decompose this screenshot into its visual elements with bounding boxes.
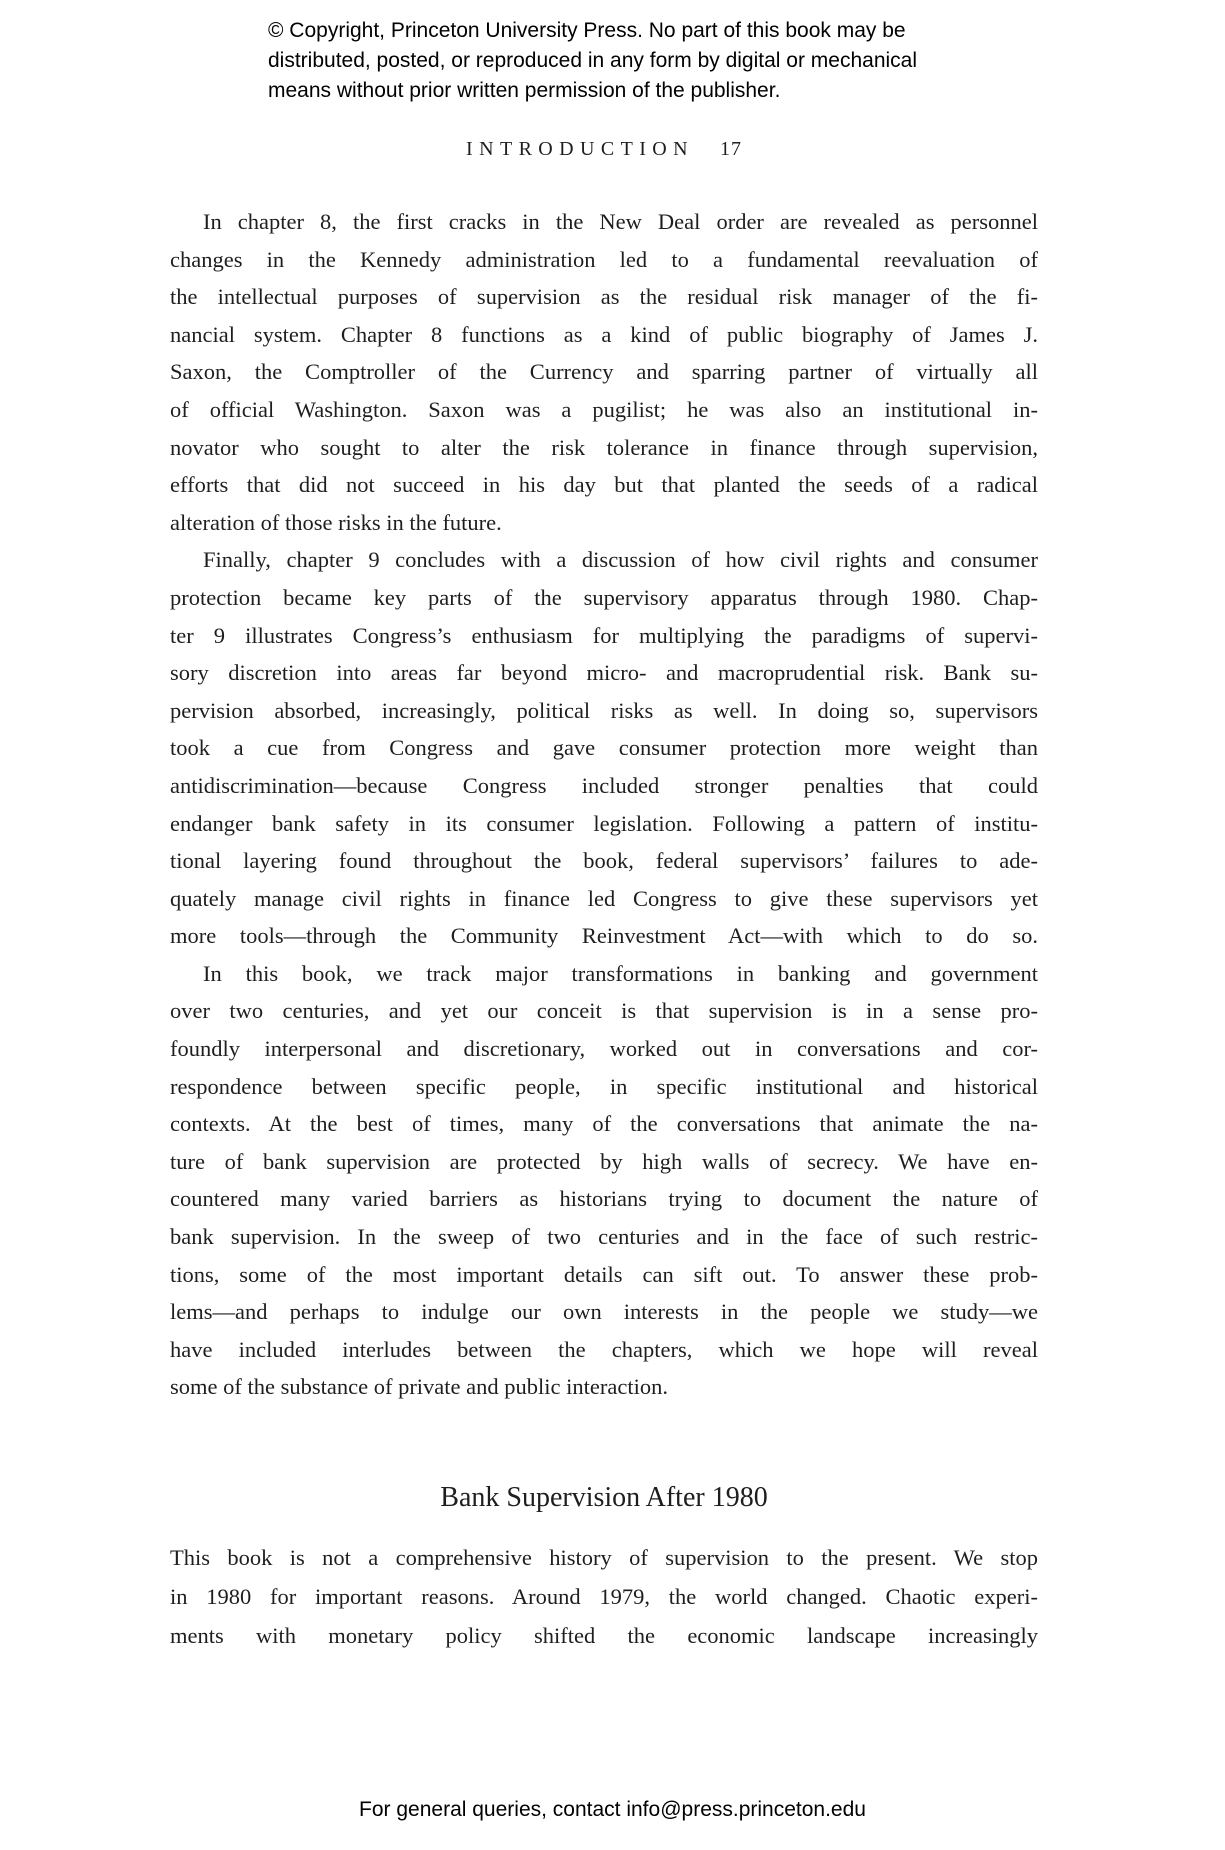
text-line: protection became key parts of the supervisory apparatus through 1980. Chap- [170, 584, 1038, 610]
text-line: quately manage civil rights in finance led Congress to give these supervisors yet [170, 885, 1038, 911]
paragraph [170, 1538, 1038, 1655]
text-line: ments with monetary policy shifted the economic landscape increasingly [170, 1623, 1038, 1648]
post-heading-text-block [170, 1538, 1038, 1655]
text-line: endanger bank safety in its consumer legislation. Following a pattern of institu- [170, 810, 1038, 836]
copyright-line: means without prior written permission of the publisher. [268, 79, 781, 102]
text-line: ture of bank supervision are protected by high walls of secrecy. We have en- [170, 1148, 1038, 1174]
text-line: some of the substance of private and public interaction. [170, 1374, 668, 1400]
paragraph [170, 541, 1038, 955]
text-line: over two centuries, and yet our conceit is that supervision is in a sense pro- [170, 998, 1038, 1024]
section-heading: Bank Supervision After 1980 [440, 1482, 768, 1513]
text-line: Finally, chapter 9 concludes with a discussion of how civil rights and consumer [203, 547, 1038, 573]
copyright-line: distributed, posted, or reproduced in any form by digital or mechanical [268, 49, 918, 72]
text-line: nancial system. Chapter 8 functions as a kind of public biography of James J. [170, 321, 1038, 347]
text-line: contexts. At the best of times, many of the conversations that animate the na- [170, 1111, 1038, 1137]
text-line: the intellectual purposes of supervision as the residual risk manager of the fi- [170, 284, 1038, 310]
text-line: more tools—through the Community Reinvestment Act—with which to do so. [170, 923, 1038, 949]
text-line: took a cue from Congress and gave consumer protection more weight than [170, 735, 1038, 761]
copyright-line: © Copyright, Princeton University Press. No part of this book may be [268, 19, 906, 42]
text-line: of official Washington. Saxon was a pugilist; he was also an institutional in- [170, 396, 1038, 422]
footer-contact-line: For general queries, contact info@press.princeton.edu [359, 1798, 866, 1821]
text-line: countered many varied barriers as historians trying to document the nature of [170, 1186, 1038, 1212]
text-line: alteration of those risks in the future. [170, 509, 502, 535]
text-line: In chapter 8, the first cracks in the New Deal order are revealed as personnel [203, 209, 1038, 234]
text-line: lems—and perhaps to indulge our own interests in the people we study—we [170, 1299, 1038, 1325]
running-header [170, 138, 1038, 161]
text-line: bank supervision. In the sweep of two centuries and in the face of such restric- [170, 1224, 1038, 1250]
text-line: tions, some of the most important details can sift out. To answer these prob- [170, 1261, 1038, 1287]
text-line: novator who sought to alter the risk tolerance in finance through supervision, [170, 434, 1038, 460]
text-line: Saxon, the Comptroller of the Currency and sparring partner of virtually all [170, 359, 1038, 385]
text-line: This book is not a comprehensive history of supervision to the present. We stop [170, 1545, 1038, 1570]
text-line: tional layering found throughout the book, federal supervisors’ failures to ade- [170, 848, 1038, 874]
text-line: respondence between specific people, in specific institutional and historical [170, 1073, 1038, 1099]
text-line: ter 9 illustrates Congress’s enthusiasm for multiplying the paradigms of supervi- [170, 622, 1038, 648]
running-header-section-title: INTRODUCTION [466, 138, 694, 160]
text-line: efforts that did not succeed in his day but that planted the seeds of a radical [170, 472, 1038, 498]
text-line: have included interludes between the chapters, which we hope will reveal [170, 1336, 1038, 1362]
paragraph [170, 203, 1038, 541]
text-line: changes in the Kennedy administration led to a fundamental reevaluation of [170, 246, 1038, 272]
text-line: pervision absorbed, increasingly, political risks as well. In doing so, supervisors [170, 697, 1038, 723]
text-line: sory discretion into areas far beyond micro- and macroprudential risk. Bank su- [170, 660, 1038, 686]
text-line: In this book, we track major transformations in banking and government [203, 960, 1038, 986]
paragraph [170, 955, 1038, 1406]
copyright-notice [268, 16, 917, 106]
body-text-block [170, 203, 1038, 1406]
text-line: in 1980 for important reasons. Around 1979, the world changed. Chaotic experi- [170, 1584, 1038, 1609]
text-line: foundly interpersonal and discretionary, worked out in conversations and cor- [170, 1036, 1038, 1062]
page-number: 17 [719, 138, 742, 160]
text-line: antidiscrimination—because Congress included stronger penalties that could [170, 772, 1038, 798]
